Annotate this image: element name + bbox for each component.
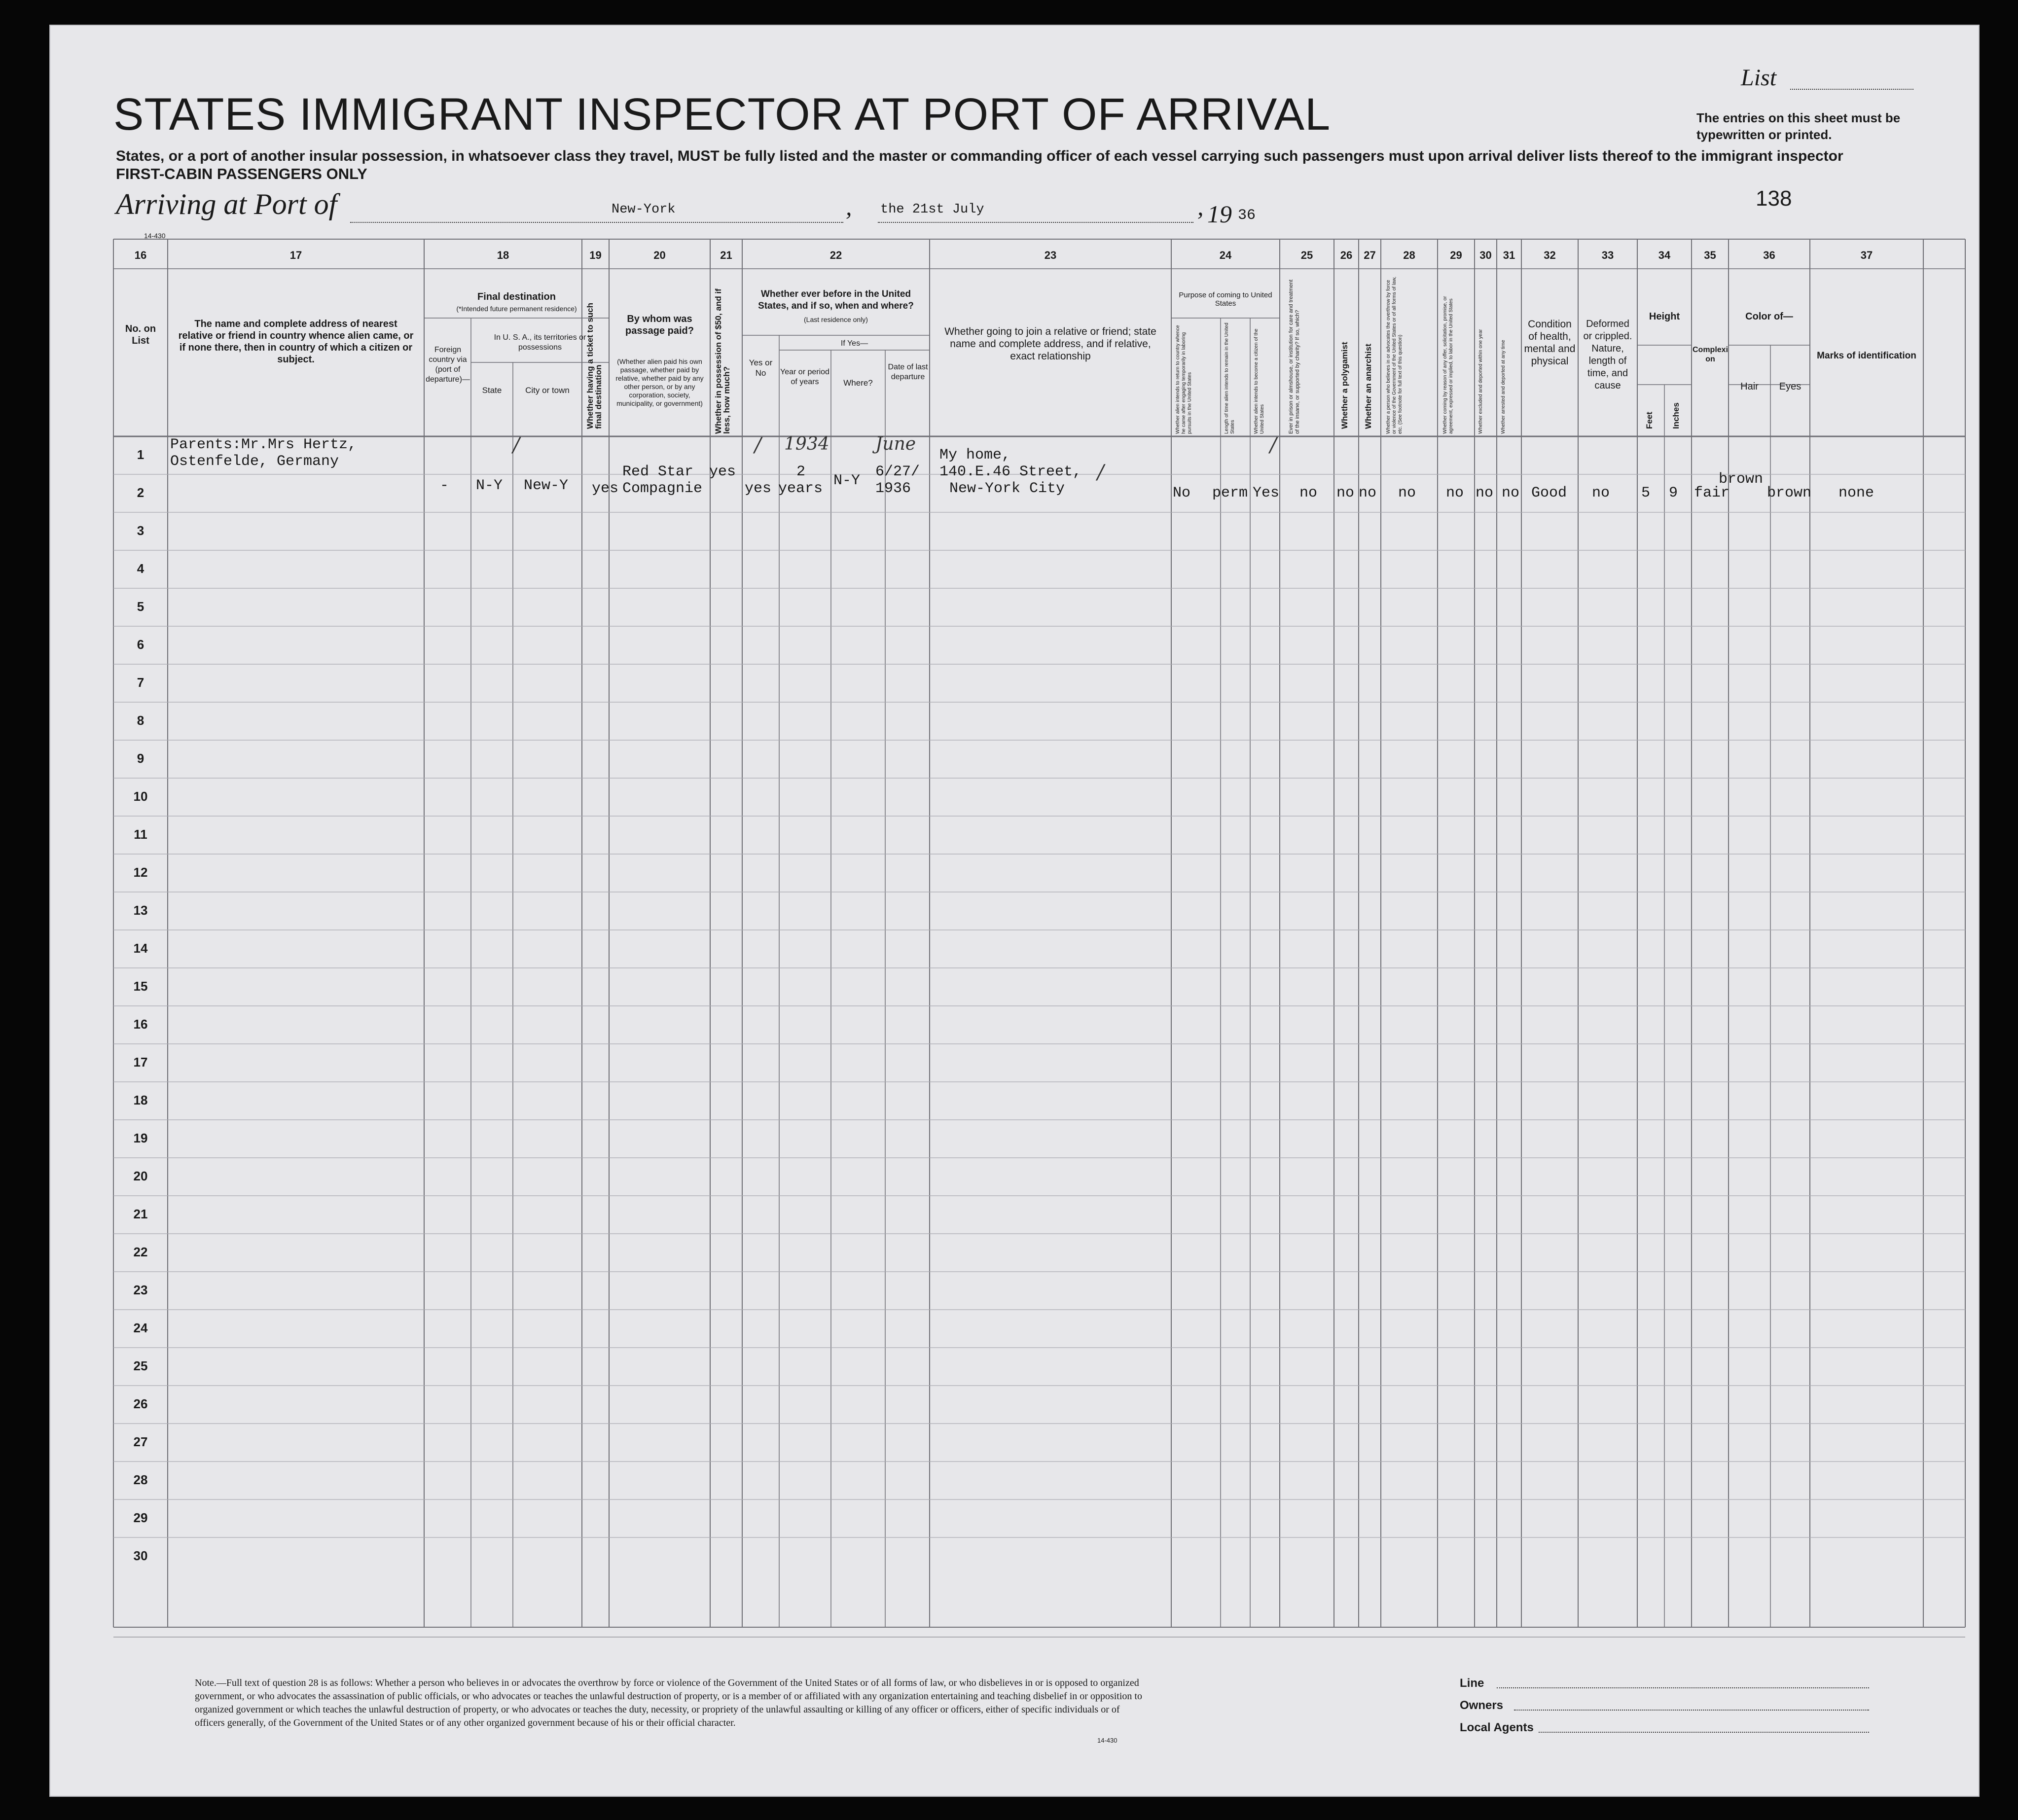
row-number: 1 — [137, 447, 144, 462]
header-q28: Whether a person who believes in or advocates the overthrow by force or violence of the Government of the United States or of all forms of law, etc. (See footnote for full text of this question) — [1386, 276, 1403, 434]
col-number-36: 36 — [1763, 249, 1775, 261]
row-number: 17 — [133, 1055, 148, 1070]
complexion-value: fair — [1694, 485, 1730, 501]
period-handwritten: 1934 — [784, 434, 829, 454]
question-28-note: Note.—Full text of question 28 is as follows: Whether a person who believes in or advocates the overthrow by force or violence of the Government of the United States or of all forms of law, or who disbelieves in or is opposed to organized government, or who advocates the assassination of public officials, or who advocates or teaches the unlawful destruction of property, or is a member of or affiliated with any organization entertaining and teaching disbelief in or opposition to organized government or which teaches the unlawful destruction of property, or who advocates or teaches the duty, necessity, or propriety of the unlawful assaulting or killing of any officer or officers, either of specific individuals or of officers generally, of the Government of the United States or of any other organized government because of his or their official character. — [195, 1677, 1142, 1728]
join-line-1: My home, — [939, 447, 1011, 464]
row-number: 5 — [137, 599, 144, 614]
col-number-26: 26 — [1340, 249, 1353, 261]
departure-line-2: 1936 — [875, 480, 911, 497]
row-number: 9 — [137, 751, 144, 766]
header-purpose-return: Whether alien intends to return to country whence he came after engaging temporarily in laboring pursuits in the United States — [1175, 325, 1192, 434]
period-line-1: 2 — [796, 464, 806, 480]
row-number: 27 — [133, 1434, 148, 1449]
col-number-34: 34 — [1658, 249, 1671, 261]
paid-by-line-1: Red Star — [622, 464, 694, 480]
col-number-33: 33 — [1601, 249, 1614, 261]
row-number: 20 — [133, 1169, 148, 1183]
purpose-length-value: perm — [1212, 485, 1248, 501]
health-value: Good — [1531, 485, 1567, 501]
period-line-2: years — [778, 480, 823, 497]
header-ticket: Whether having a ticket to such final destination — [585, 303, 603, 429]
row-number: 4 — [137, 561, 144, 576]
ticket-value: yes — [592, 480, 619, 497]
row-number: 25 — [133, 1358, 148, 1373]
col-number-31: 31 — [1503, 249, 1515, 261]
year-prefix: 19 — [1207, 200, 1232, 228]
form-code-top: 14-430 — [144, 232, 166, 240]
owners-field — [1514, 1710, 1869, 1711]
col-number-24: 24 — [1219, 249, 1232, 261]
col-number-20: 20 — [653, 249, 666, 261]
arriving-label: Arriving at Port of — [116, 188, 337, 220]
row-number: 29 — [133, 1510, 148, 1525]
state-check: / — [513, 434, 520, 457]
header-nearest-relative: The name and complete address of nearest relative or friend in country whence alien came, or if none there, then in country of which a citizen or subject. — [178, 319, 414, 365]
header-height: Height — [1649, 311, 1680, 322]
header-purpose: Purpose of coming to United States — [1179, 291, 1272, 308]
row-number: 30 — [133, 1548, 148, 1563]
deformed-value: no — [1592, 485, 1610, 501]
hair-value: brown — [1719, 471, 1764, 488]
header-date-departure: Date of last departure — [888, 363, 928, 381]
date-value: the 21st July — [880, 202, 984, 217]
header-where: Where? — [843, 378, 873, 388]
col-number-27: 27 — [1364, 249, 1376, 261]
header-deformed: Deformed or crippled. Nature, length of time, and cause — [1583, 319, 1632, 391]
header-passage-paid: By whom was passage paid? — [625, 314, 694, 336]
anarchist-value: no — [1359, 485, 1377, 501]
row-number: 14 — [133, 941, 148, 956]
join-line-3: New-York City — [949, 480, 1065, 497]
col-number-30: 30 — [1479, 249, 1492, 261]
header-year-period: Year or period of years — [780, 368, 829, 386]
purpose-return-value: No — [1173, 485, 1191, 501]
col-number-19: 19 — [589, 249, 602, 261]
row-number: 18 — [133, 1093, 148, 1107]
year-suffix: 36 — [1238, 207, 1256, 224]
row-number: 15 — [133, 979, 148, 994]
comma-1: , — [846, 193, 852, 220]
header-anarchist: Whether an anarchist — [1364, 344, 1373, 429]
col-number-35: 35 — [1704, 249, 1716, 261]
row-number: 2 — [137, 485, 144, 500]
line-field — [1497, 1687, 1869, 1688]
header-state: State — [482, 386, 502, 395]
purpose-citizen-value: Yes — [1253, 485, 1280, 501]
header-q30: Whether excluded and deported within one year — [1478, 329, 1483, 434]
col-number-23: 23 — [1044, 249, 1057, 261]
inches-value: 9 — [1669, 485, 1678, 501]
port-value: New-York — [612, 202, 676, 217]
fifty-dollars-value: yes — [709, 464, 736, 480]
prison-value: no — [1299, 485, 1318, 501]
col-number-25: 25 — [1300, 249, 1313, 261]
header-yes-no: Yes or No — [749, 358, 773, 378]
where-value: N-Y — [833, 472, 861, 489]
row-number: 23 — [133, 1283, 148, 1297]
q29-value: no — [1446, 485, 1464, 501]
header-fifty-dollars: Whether in possession of $50, and if less, how much? — [714, 288, 731, 434]
before-yes-no-value: yes — [745, 480, 772, 497]
join-line-2: 140.E.46 Street, — [939, 464, 1082, 480]
row-number: 21 — [133, 1207, 148, 1221]
row-number: 10 — [133, 789, 148, 804]
header-purpose-length: Length of time alien intends to remain in the United States — [1224, 322, 1235, 434]
row-number: 19 — [133, 1131, 148, 1145]
foreign-via-value: - — [440, 477, 449, 494]
col-number-22: 22 — [829, 249, 842, 261]
header-if-yes: If Yes— — [840, 339, 868, 348]
relative-line-2: Ostenfelde, Germany — [170, 453, 339, 470]
col-number-37: 37 — [1860, 249, 1873, 261]
paid-by-line-2: Compagnie — [622, 480, 703, 497]
local-agents-field — [1539, 1732, 1869, 1733]
header-before-in-us: Whether ever before in the United States, and if so, when and where? — [758, 289, 914, 311]
row-number: 22 — [133, 1245, 148, 1259]
row-number: 16 — [133, 1017, 148, 1032]
form-code-bottom: 14-430 — [1097, 1737, 1117, 1744]
col-number-21: 21 — [720, 249, 732, 261]
entries-note: The entries on this sheet must be typewritten or printed. — [1696, 110, 1901, 142]
col-number-17: 17 — [289, 249, 302, 261]
departure-line-1: 6/27/ — [875, 464, 920, 480]
city-value: New-Y — [524, 477, 569, 494]
departure-handwritten: June — [875, 434, 916, 454]
comma-2: , — [1197, 193, 1204, 220]
feet-value: 5 — [1641, 485, 1651, 501]
sheet-number: 138 — [1756, 186, 1792, 211]
row-number: 28 — [133, 1472, 148, 1487]
header-eyes: Eyes — [1779, 381, 1802, 392]
col-number-32: 32 — [1544, 249, 1556, 261]
row-number: 6 — [137, 637, 144, 652]
header-q31: Whether arrested and deported at any time — [1501, 340, 1506, 434]
col-number-28: 28 — [1403, 249, 1415, 261]
eyes-value: brown — [1767, 485, 1812, 501]
header-health: Condition of health, mental and physical — [1524, 319, 1576, 367]
class-line: FIRST-CABIN PASSENGERS ONLY — [116, 165, 367, 182]
row-number: 3 — [137, 523, 144, 538]
header-hair: Hair — [1740, 381, 1759, 392]
row-number: 8 — [137, 713, 144, 728]
header-q29: Whether coming by reason of any offer, solicitation, promise, or agreement, expressed or implied, to labor in the United States — [1442, 296, 1454, 434]
subtitle-line: States, or a port of another insular possession, in whatsoever class they travel, MUST be fully listed and the master or commanding officer of each vessel carrying such passengers must upon arrival deliver lists thereof to the immigrant inspector — [116, 148, 1843, 164]
row-number: 13 — [133, 903, 148, 918]
header-polygamist: Whether a polygamist — [1340, 342, 1349, 429]
header-city: City or town — [525, 386, 570, 395]
marks-value: none — [1838, 485, 1874, 501]
join-check: / — [1097, 461, 1104, 484]
purpose-check: / — [1270, 434, 1277, 457]
relative-line-1: Parents:Mr.Mrs Hertz, — [170, 436, 357, 453]
col-number-18: 18 — [497, 249, 509, 261]
header-inches: Inches — [1671, 402, 1681, 429]
page-title: STATES IMMIGRANT INSPECTOR AT PORT OF ARRIVAL — [113, 89, 1331, 140]
header-purpose-citizen: Whether alien intends to become a citizen of the United States — [1254, 328, 1265, 434]
owners-label: Owners — [1460, 1699, 1504, 1712]
row-number: 24 — [133, 1320, 148, 1335]
header-passage-paid-sub: (Whether alien paid his own passage, whether paid by relative, whether paid by any other person, or by any corporation, society, municipality, or government) — [615, 357, 704, 407]
row-number: 26 — [133, 1396, 148, 1411]
header-final-destination-sub: (*Intended future permanent residence) — [456, 305, 577, 313]
col-number-16: 16 — [134, 249, 147, 261]
header-color-of: Color of— — [1745, 311, 1793, 322]
header-join-relative: Whether going to join a relative or friend; state name and complete address, and if relative, exact relationship — [944, 326, 1156, 362]
list-label: List — [1741, 65, 1777, 91]
row-number: 11 — [134, 827, 147, 842]
header-marks: Marks of identification — [1817, 351, 1916, 361]
line-label: Line — [1460, 1677, 1484, 1690]
header-feet: Feet — [1645, 412, 1654, 429]
before-check: / — [755, 434, 761, 457]
col-number-29: 29 — [1450, 249, 1462, 261]
header-no-on-list: No. on List — [125, 323, 156, 346]
header-final-destination: Final destination — [477, 291, 556, 302]
q31-value: no — [1502, 485, 1520, 501]
state-value: N-Y — [476, 477, 503, 494]
header-in-usa: In U. S. A., its territories or possessions — [494, 333, 586, 352]
q30-value: no — [1476, 485, 1494, 501]
q28-value: no — [1398, 485, 1416, 501]
row-number: 7 — [137, 675, 144, 690]
local-agents-label: Local Agents — [1460, 1721, 1534, 1734]
header-foreign-country: Foreign country via (port of departure)— — [426, 346, 470, 384]
row-number: 12 — [133, 865, 148, 880]
header-prison: Ever in prison or almshouse, or institution for care and treatment of the insane, or supported by charity? If so, which? — [1288, 279, 1300, 434]
polygamist-value: no — [1336, 485, 1355, 501]
header-last-residence: (Last residence only) — [804, 316, 868, 323]
header-complexion: Complexion — [1693, 346, 1729, 363]
